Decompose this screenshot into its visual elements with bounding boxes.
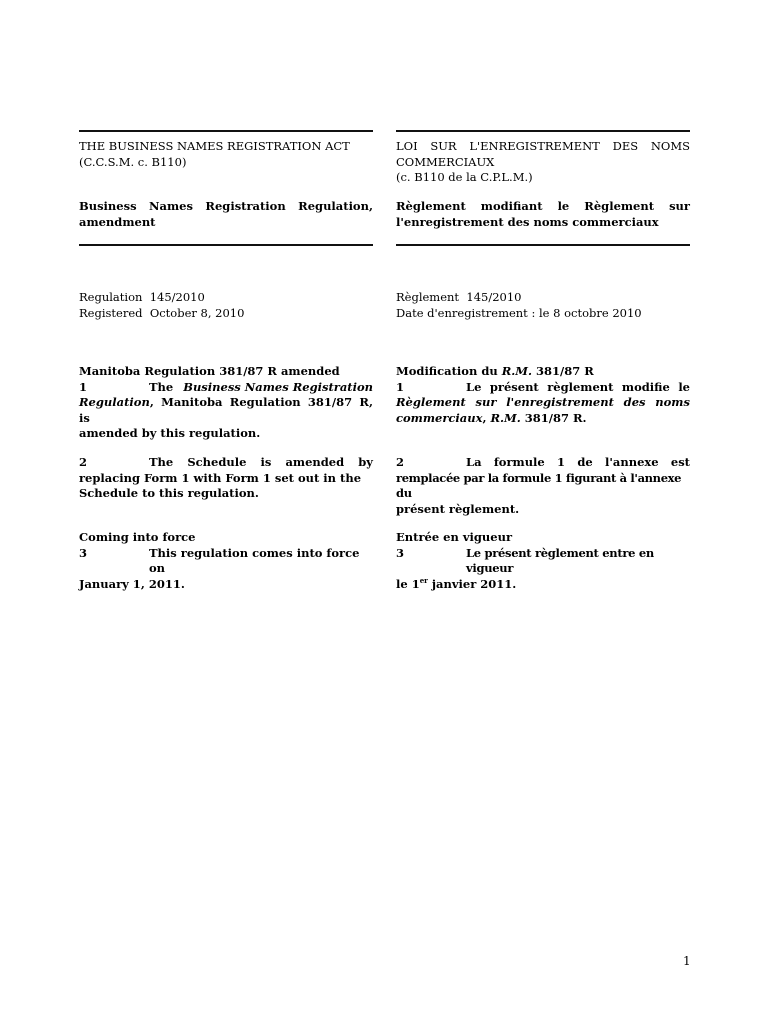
section-number: 2	[79, 455, 88, 469]
section-2-fr	[396, 455, 690, 517]
top-rule-fr	[396, 130, 690, 132]
act-line-1: LOI SUR L'ENREGISTREMENT DES NOMS	[396, 139, 690, 153]
section-3-fr	[396, 530, 690, 592]
reg-number: 145/2010	[466, 290, 522, 304]
act-line-1: THE BUSINESS NAMES REGISTRATION ACT	[79, 139, 350, 153]
section-line: replacing Form 1 with Form 1 set out in the	[79, 470, 362, 485]
reg-label: Règlement	[396, 290, 460, 304]
regulation-number-en	[79, 290, 373, 321]
section-line: amended by this regulation.	[79, 426, 261, 440]
registered-label: Date d'enregistrement : le 8 octobre 2010	[396, 305, 642, 320]
section-3-en	[79, 530, 373, 592]
act-line-3: (c. B110 de la C.P.L.M.)	[396, 170, 533, 184]
section-1-en: Manitoba Regulation 381/87 R amended 1 The Business Names Registration Regulation, Manitoba Regulation 381/87 R, is amended by this regulation.	[79, 364, 373, 440]
reg-label: Regulation	[79, 290, 143, 304]
section-line: 3 Le présent règlement entre en vigueur	[396, 545, 654, 575]
section-number: 1	[396, 379, 405, 394]
section-line: 2 La formule 1 de l'annexe est	[396, 455, 690, 469]
section-line: le 1er janvier 2011.	[396, 575, 517, 591]
page-number: 1	[683, 954, 691, 968]
act-line-2: COMMERCIAUX	[396, 154, 495, 169]
regulation-title-en	[79, 199, 373, 230]
registered-date: October 8, 2010	[149, 305, 245, 320]
regulation-number-fr	[396, 290, 690, 321]
section-heading: Modification du R.M. 381/87 R	[396, 364, 594, 378]
section-line: Règlement sur l'enregistrement des noms	[396, 395, 690, 409]
section-line: 3 This regulation comes into force on	[79, 545, 360, 575]
reg-number: 145/2010	[149, 290, 205, 304]
top-rule-en	[79, 130, 373, 132]
title-rule-en	[79, 244, 373, 246]
act-name-fr	[396, 139, 690, 186]
section-line: 1 Le présent règlement modifie le	[396, 379, 690, 394]
section-line: remplacée par la formule 1 figurant à l'annexe du	[396, 470, 682, 500]
section-heading: Manitoba Regulation 381/87 R amended	[79, 364, 340, 378]
section-line: 1 The Business Names Registration	[79, 379, 373, 394]
section-number: 2	[396, 455, 405, 469]
registered-label: Registered	[79, 305, 143, 320]
section-heading: Coming into force	[79, 530, 196, 544]
act-line-2: (C.C.S.M. c. B110)	[79, 154, 187, 169]
section-2-en	[79, 455, 373, 502]
title-rule-fr	[396, 244, 690, 246]
section-number: 3	[79, 545, 88, 560]
section-line: commerciaux, R.M. 381/87 R.	[396, 410, 587, 425]
act-name-en	[79, 139, 373, 170]
section-line: présent règlement.	[396, 501, 520, 516]
title-line-2: l'enregistrement des noms commerciaux	[396, 214, 659, 229]
section-1-fr	[396, 364, 690, 426]
title-line-1: Règlement modifiant le Règlement sur	[396, 199, 690, 213]
section-number: 1	[79, 379, 88, 394]
section-line: Schedule to this regulation.	[79, 486, 259, 500]
section-heading: Entrée en vigueur	[396, 530, 513, 544]
title-line-1: Business Names Registration Regulation,	[79, 199, 373, 213]
regulation-title-fr	[396, 199, 690, 230]
title-line-2: amendment	[79, 214, 156, 229]
section-number: 3	[396, 545, 405, 560]
section-line: 2 The Schedule is amended by	[79, 455, 373, 469]
section-line: January 1, 2011.	[79, 576, 185, 591]
